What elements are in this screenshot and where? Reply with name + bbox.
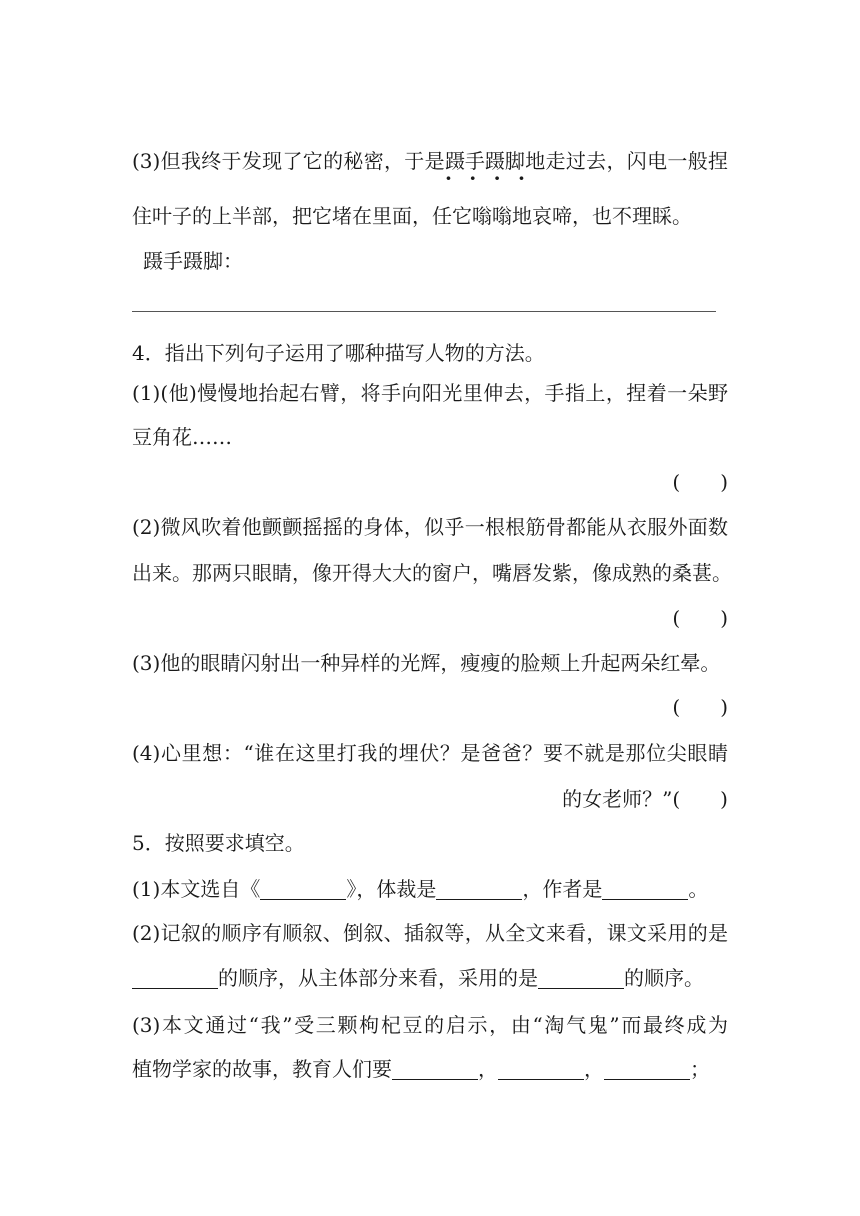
fill-blank[interactable] — [392, 1059, 478, 1080]
fill-blank[interactable] — [132, 968, 218, 989]
q4-item2-line1: (2)微风吹着他颤颤摇摇的身体，似乎一根根筋骨都能从衣服外面数 — [132, 515, 728, 539]
q5-item2-line2: 的顺序，从主体部分来看，采用的是 的顺序。 — [132, 965, 728, 991]
answer-bracket[interactable]: ( ) — [672, 470, 728, 494]
answer-bracket[interactable]: ( ) — [672, 606, 728, 630]
q4-item3-line1: (3)他的眼睛闪射出一种异样的光辉，瘦瘦的脸颊上升起两朵红晕。 — [132, 651, 721, 675]
q5-item3-line1: (3)本文通过“我”受三颗枸杞豆的启示，由“淘气鬼”而最终成为 — [132, 1013, 728, 1037]
fill-blank[interactable] — [604, 1059, 690, 1080]
q5-item1: (1)本文选自《 》，体裁是 ，作者是 。 — [132, 877, 709, 901]
fill-blank[interactable] — [538, 968, 624, 989]
q3-item3-line2: 住叶子的上半部，把它堵在里面，任它嗡嗡地哀啼，也不理睬。 — [132, 204, 692, 228]
q4-title: 4．指出下列句子运用了哪种描写人物的方法。 — [132, 341, 545, 365]
q3-item3-line1: (3)但我终于发现了它的秘密，于是蹑手蹑脚 · ·地走过去，闪电一般捏 — [132, 148, 728, 174]
term-label: 蹑手蹑脚： — [143, 249, 243, 273]
q4-item4-line1: (4)心里想：“谁在这里打我的埋伏？是爸爸？要不就是那位尖眼睛 — [132, 741, 728, 765]
q5-item3-line2: 植物学家的故事，教育人们要 ， ， ； — [132, 1057, 710, 1081]
fill-blank[interactable] — [498, 1059, 584, 1080]
q5-item2-line1: (2)记叙的顺序有顺叙、倒叙、插叙等，从全文来看，课文采用的是 — [132, 921, 728, 945]
q4-item2-line2: 出来。那两只眼睛，像开得大大的窗户，嘴唇发紫，像成熟的桑葚。 — [132, 561, 732, 585]
fill-blank[interactable] — [436, 879, 522, 900]
fill-blank[interactable] — [602, 879, 688, 900]
emphasis-dotted-term: 蹑手蹑脚 · · — [445, 148, 525, 174]
answer-bracket[interactable]: ( ) — [672, 695, 728, 719]
q5-title: 5．按照要求填空。 — [132, 831, 305, 855]
answer-line[interactable] — [132, 311, 716, 312]
q4-item4-line2[interactable]: 的女老师？”( ) — [562, 787, 728, 811]
fill-blank[interactable] — [260, 879, 346, 900]
q4-item1-line1: (1)(他)慢慢地抬起右臂，将手向阳光里伸去，手指上，捏着一朵野 — [132, 381, 728, 405]
q4-item1-line2: 豆角花…… — [132, 425, 232, 449]
